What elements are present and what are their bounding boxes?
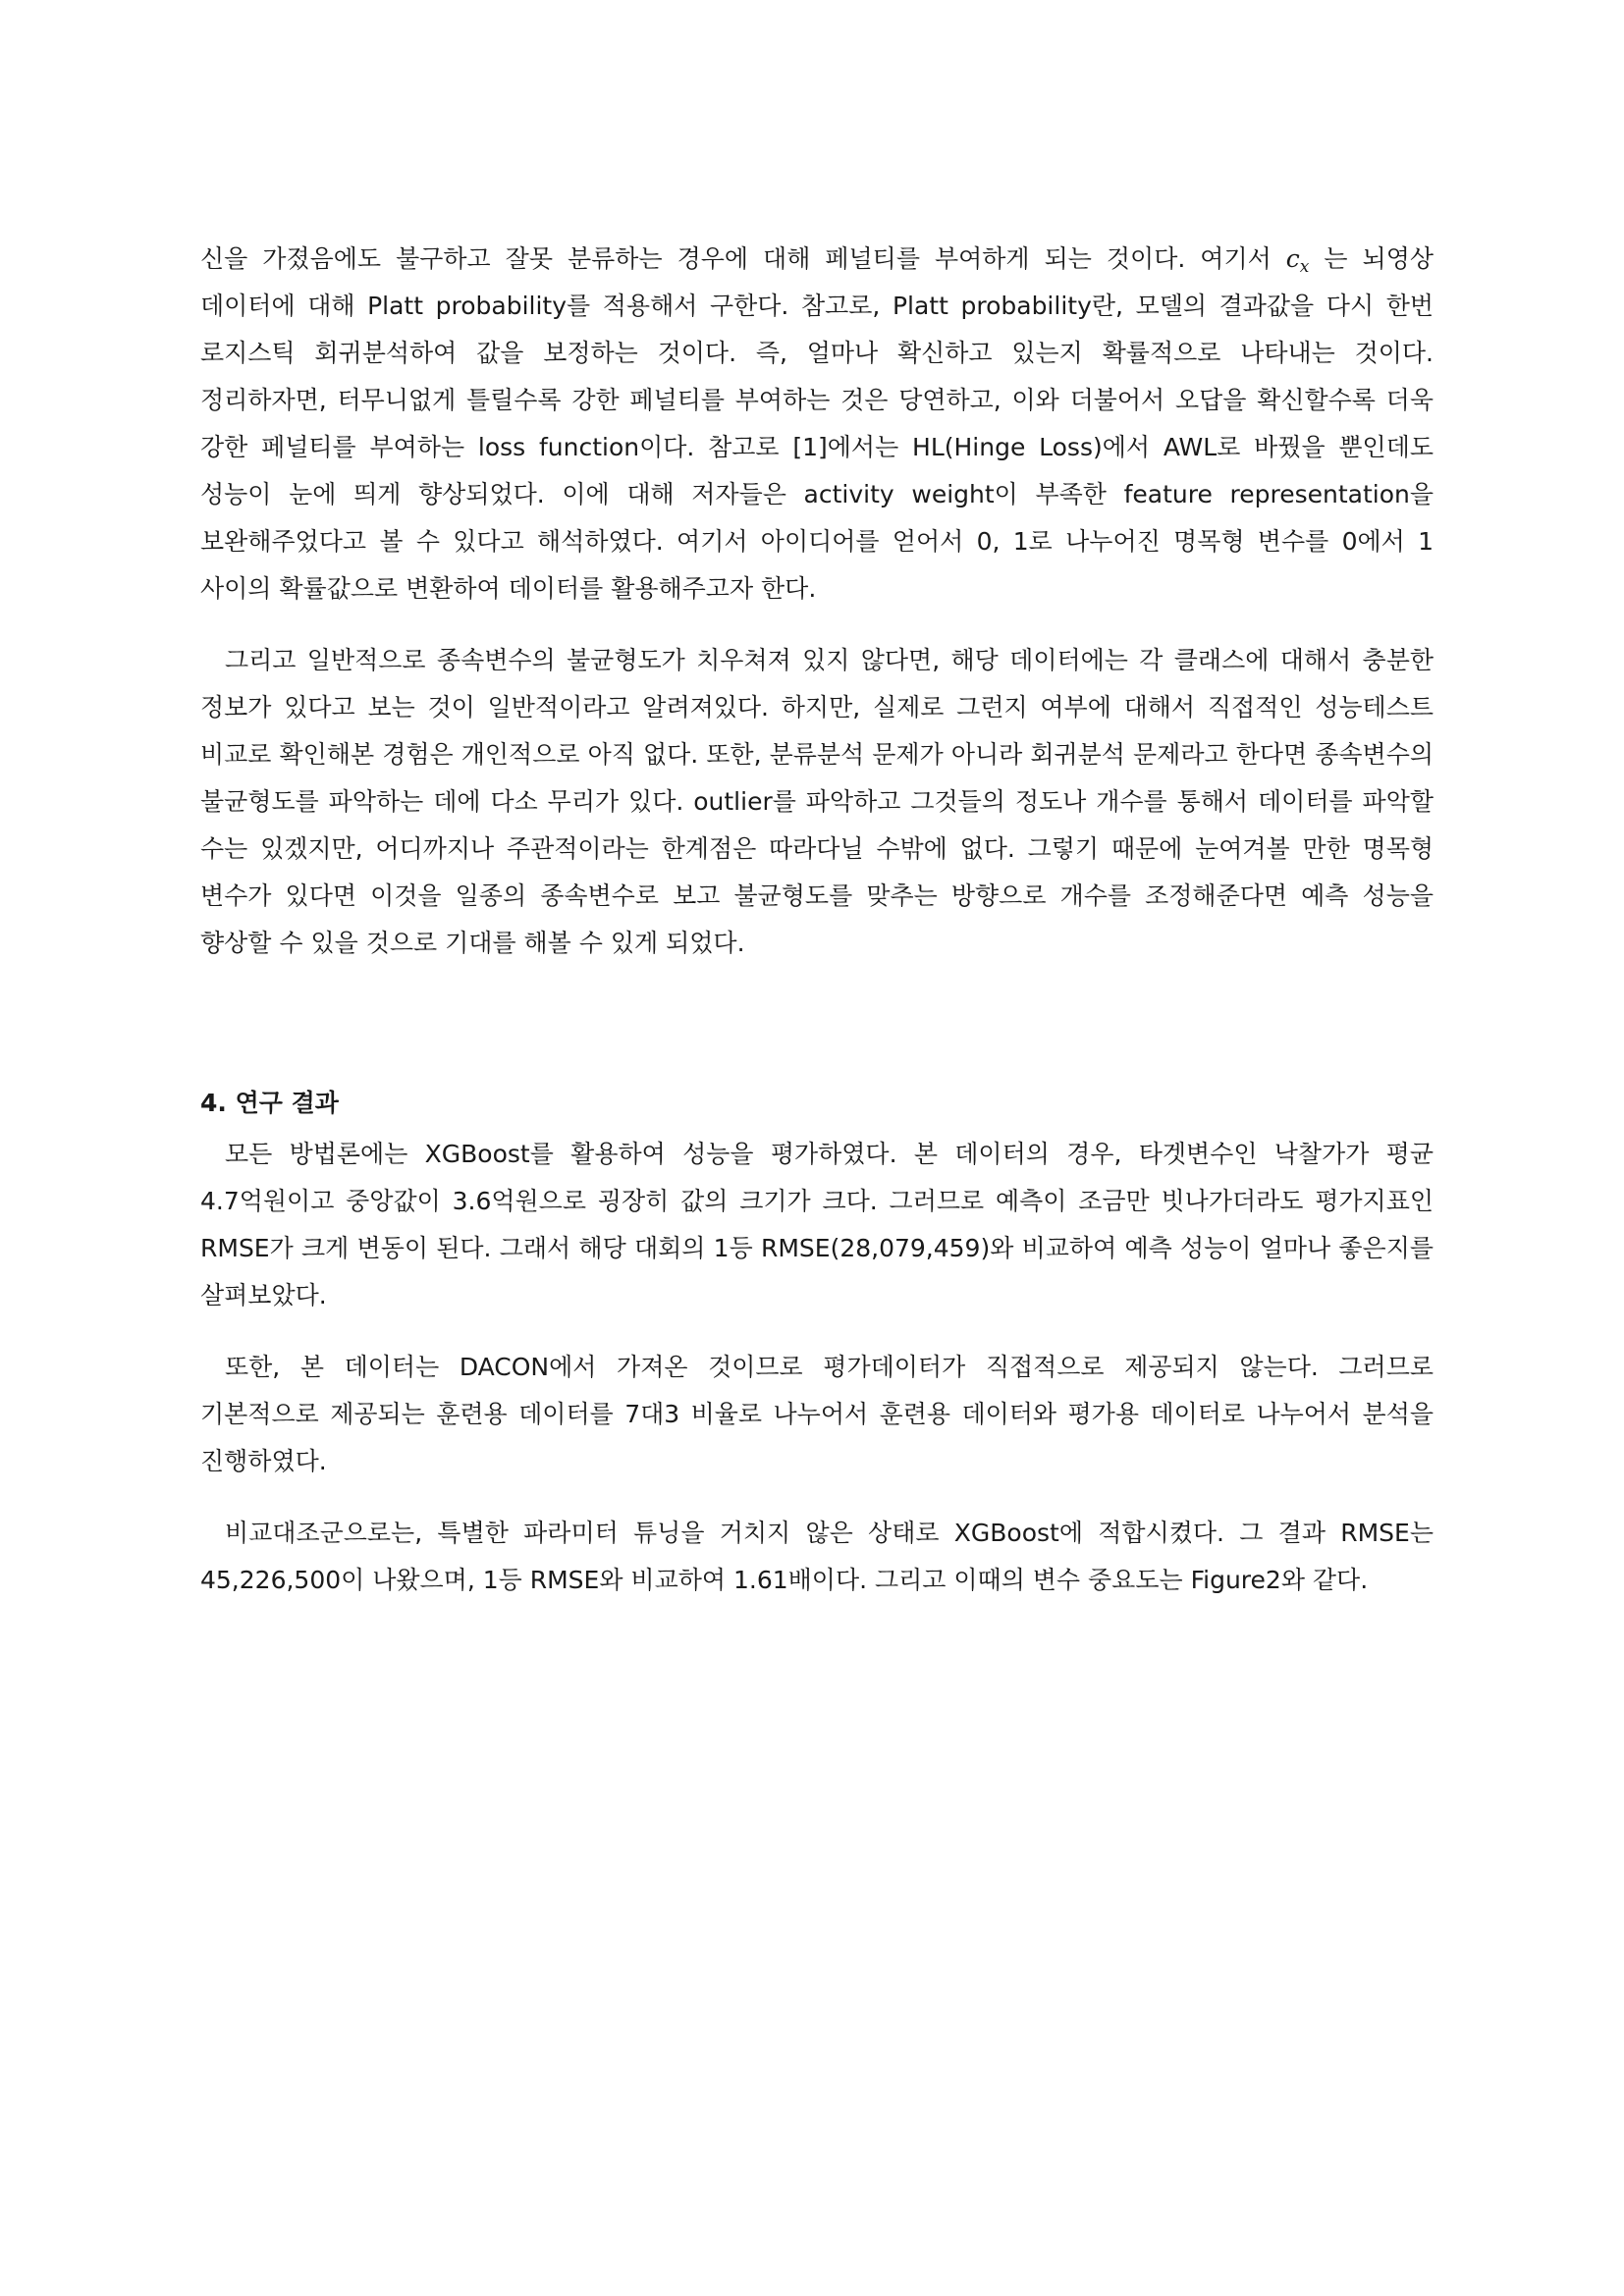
paragraph-1-text-b: 는 뇌영상 데이터에 대해 Platt probability를 적용해서 구한다. 참고로, Platt probability란, 모델의 결과값을 다시 한번 로지스틱 회귀분석하여 값을 보정하는 것이다. 즉, 얼마나 확신하고 있는지 확률적으로 나타내는 것이다. 정리하자면, 터무니없게 틀릴수록 강한 페널티를 부여하는 것은 당연하고, 이와 더불어서 오답을 확신할수록 더욱 강한 페널티를 부여하는 loss function이다. 참고로 [1]에서는 HL(Hinge Loss)에서 AWL로 바꿨을 뿐인데도 성능이 눈에 띄게 향상되었다. 이에 대해 저자들은 activity weight이 부족한 feature representation을 보완해주었다고 볼 수 있다고 해석하였다. 여기서 아이디어를 얻어서 0, 1로 나누어진 명목형 변수를 0에서 1 사이의 확률값으로 변환하여 데이터를 활용해주고자 한다. [200,244,1434,603]
paragraph-1-text-a: 신을 가졌음에도 불구하고 잘못 분류하는 경우에 대해 페널티를 부여하게 되는 것이다. 여기서 [200,244,1286,273]
document-body [200,236,1434,1604]
paragraph-imbalance: 그리고 일반적으로 종속변수의 불균형도가 치우쳐져 있지 않다면, 해당 데이터에는 각 클래스에 대해서 충분한 정보가 있다고 보는 것이 일반적이라고 알려져있다. 하지만, 실제로 그런지 여부에 대해서 직접적인 성능테스트 비교로 확인해본 경험은 개인적으로 아직 없다. 또한, 분류분석 문제가 아니라 회귀분석 문제라고 한다면 종속변수의 불균형도를 파악하는 데에 다소 무리가 있다. outlier를 파악하고 그것들의 정도나 개수를 통해서 데이터를 파악할 수는 있겠지만, 어디까지나 주관적이라는 한계점은 따라다닐 수밖에 없다. 그렇기 때문에 눈여겨볼 만한 명목형 변수가 있다면 이것을 일종의 종속변수로 보고 불균형도를 맞추는 방향으로 개수를 조정해준다면 예측 성능을 향상할 수 있을 것으로 기대를 해볼 수 있게 되었다. [200,646,1434,957]
paragraph-continuation [200,236,1434,613]
paragraph-baseline-result: 비교대조군으로는, 특별한 파라미터 튜닝을 거치지 않은 상태로 XGBoost에 적합시켰다. 그 결과 RMSE는 45,226,500이 나왔으며, 1등 RMSE와 비교하여 1.61배이다. 그리고 이때의 변수 중요도는 Figure2와 같다. [200,1519,1434,1594]
math-symbol-base: c [1285,244,1300,273]
math-symbol-subscript: x [1299,257,1310,277]
paragraph-methods: 모든 방법론에는 XGBoost를 활용하여 성능을 평가하였다. 본 데이터의 경우, 타겟변수인 낙찰가가 평균 4.7억원이고 중앙값이 3.6억원으로 굉장히 값의 크기가 크다. 그러므로 예측이 조금만 빗나가더라도 평가지표인 RMSE가 크게 변동이 된다. 그래서 해당 대회의 1등 RMSE(28,079,459)와 비교하여 예측 성능이 얼마나 좋은지를 살펴보았다. [200,1140,1434,1309]
math-symbol-cx [1285,244,1310,277]
paragraph-data-split: 또한, 본 데이터는 DACON에서 가져온 것이므로 평가데이터가 직접적으로 제공되지 않는다. 그러므로 기본적으로 제공되는 훈련용 데이터를 7대3 비율로 나누어서 훈련용 데이터와 평가용 데이터로 나누어서 분석을 진행하였다. [200,1353,1434,1475]
section-heading: 4. 연구 결과 [200,1089,339,1117]
